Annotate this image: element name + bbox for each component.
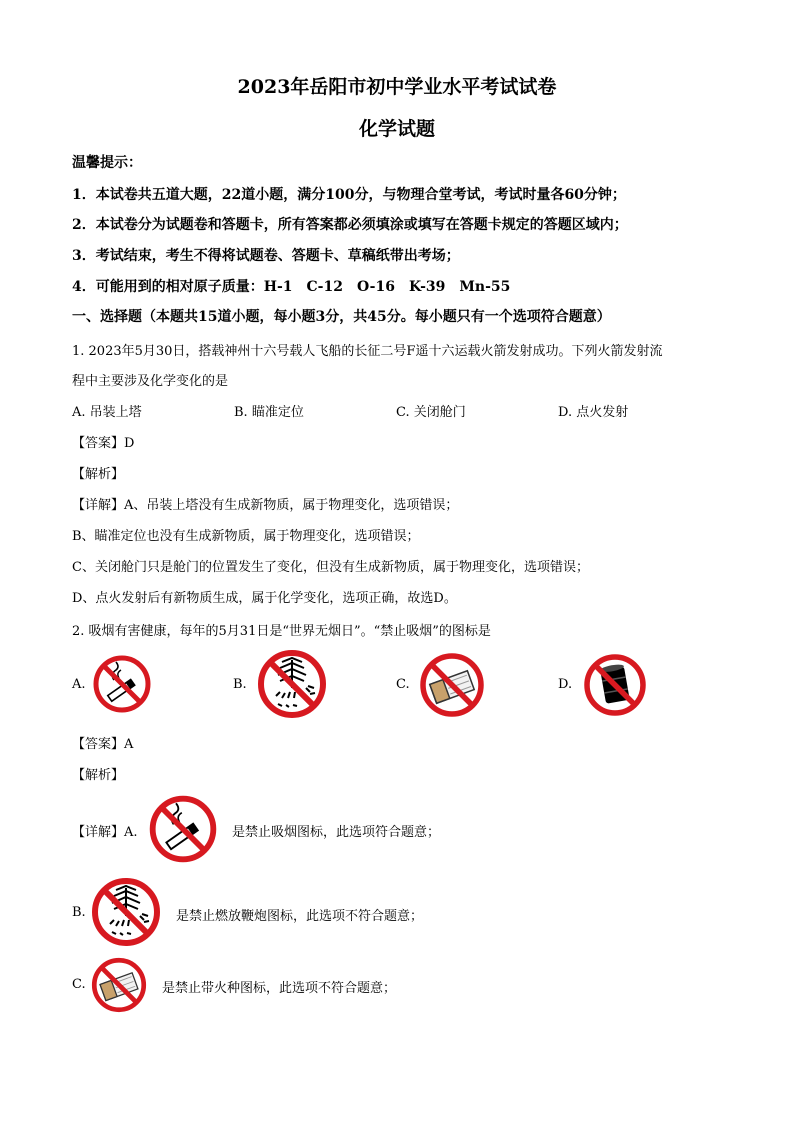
tip-item: 1．本试卷共五道大题，22道小题，满分100分，与物理合堂考试，考试时量各60分钟； — [72, 187, 626, 203]
no-matches-icon — [90, 956, 148, 1014]
no-firecrackers-icon — [256, 648, 328, 720]
q1-analysis: 【解析】 — [72, 467, 125, 482]
q1-stem: 程中主要涉及化学变化的是 — [72, 374, 229, 389]
q1-stem: 1. 2023年5月30日，搭载神州十六号载人飞船的长征二号F遥十六运载火箭发射成功。下列火箭发射流 — [72, 344, 663, 359]
no-barrel-icon — [582, 652, 648, 718]
q2-option-d: D. — [558, 677, 573, 692]
q1-detail: C、关闭舱门只是舱门的位置发生了变化，但没有生成新物质，属于物理变化，选项错误； — [72, 560, 589, 575]
q2-detail-a-prefix: 【详解】A. — [72, 825, 138, 840]
q1-option-b: B. 瞄准定位 — [234, 405, 304, 420]
q2-stem: 2. 吸烟有害健康，每年的5月31日是“世界无烟日”。“禁止吸烟”的图标是 — [72, 624, 491, 639]
tip-item: 4．可能用到的相对原子质量：H-1 C-12 O-16 K-39 Mn-55 — [72, 279, 511, 295]
q1-option-a: A. 吊装上塔 — [72, 405, 142, 420]
q2-detail-c-text: 是禁止带火种图标，此选项不符合题意； — [162, 981, 397, 996]
q2-option-a: A. — [72, 677, 86, 692]
q1-option-d: D. 点火发射 — [558, 405, 629, 420]
q1-option-c: C. 关闭舱门 — [396, 405, 466, 420]
q2-detail-a-text: 是禁止吸烟图标，此选项符合题意； — [232, 825, 441, 840]
no-matches-icon — [418, 651, 486, 719]
q2-option-b: B. — [233, 677, 247, 692]
q2-detail-b-prefix: B. — [72, 905, 86, 920]
q1-detail: D、点火发射后有新物质生成，属于化学变化，选项正确，故选D。 — [72, 591, 457, 606]
q1-answer: 【答案】D — [72, 436, 135, 451]
q2-analysis: 【解析】 — [72, 768, 125, 783]
q1-detail: B、瞄准定位也没有生成新物质，属于物理变化，选项错误； — [72, 529, 420, 544]
q2-detail-c-prefix: C. — [72, 977, 86, 992]
tips-heading: 温馨提示： — [72, 155, 142, 171]
q1-detail: 【详解】A、吊装上塔没有生成新物质，属于物理变化，选项错误； — [72, 498, 459, 513]
q2-option-c: C. — [396, 677, 410, 692]
no-firecrackers-icon — [90, 876, 162, 948]
tip-item: 2．本试卷分为试题卷和答题卡，所有答案都必须填涂或填写在答题卡规定的答题区域内； — [72, 217, 628, 233]
page-title: 2023年岳阳市初中学业水平考试试卷 — [237, 76, 557, 98]
q2-answer: 【答案】A — [72, 737, 134, 752]
no-smoking-icon — [148, 794, 218, 864]
no-smoking-icon — [92, 654, 152, 714]
q2-detail-b-text: 是禁止燃放鞭炮图标，此选项不符合题意； — [176, 909, 424, 924]
page-subtitle: 化学试题 — [358, 118, 435, 140]
tip-item: 3．考试结束，考生不得将试题卷、答题卡、草稿纸带出考场； — [72, 248, 460, 264]
section-heading: 一、选择题（本题共15道小题，每小题3分，共45分。每小题只有一个选项符合题意） — [72, 309, 611, 325]
